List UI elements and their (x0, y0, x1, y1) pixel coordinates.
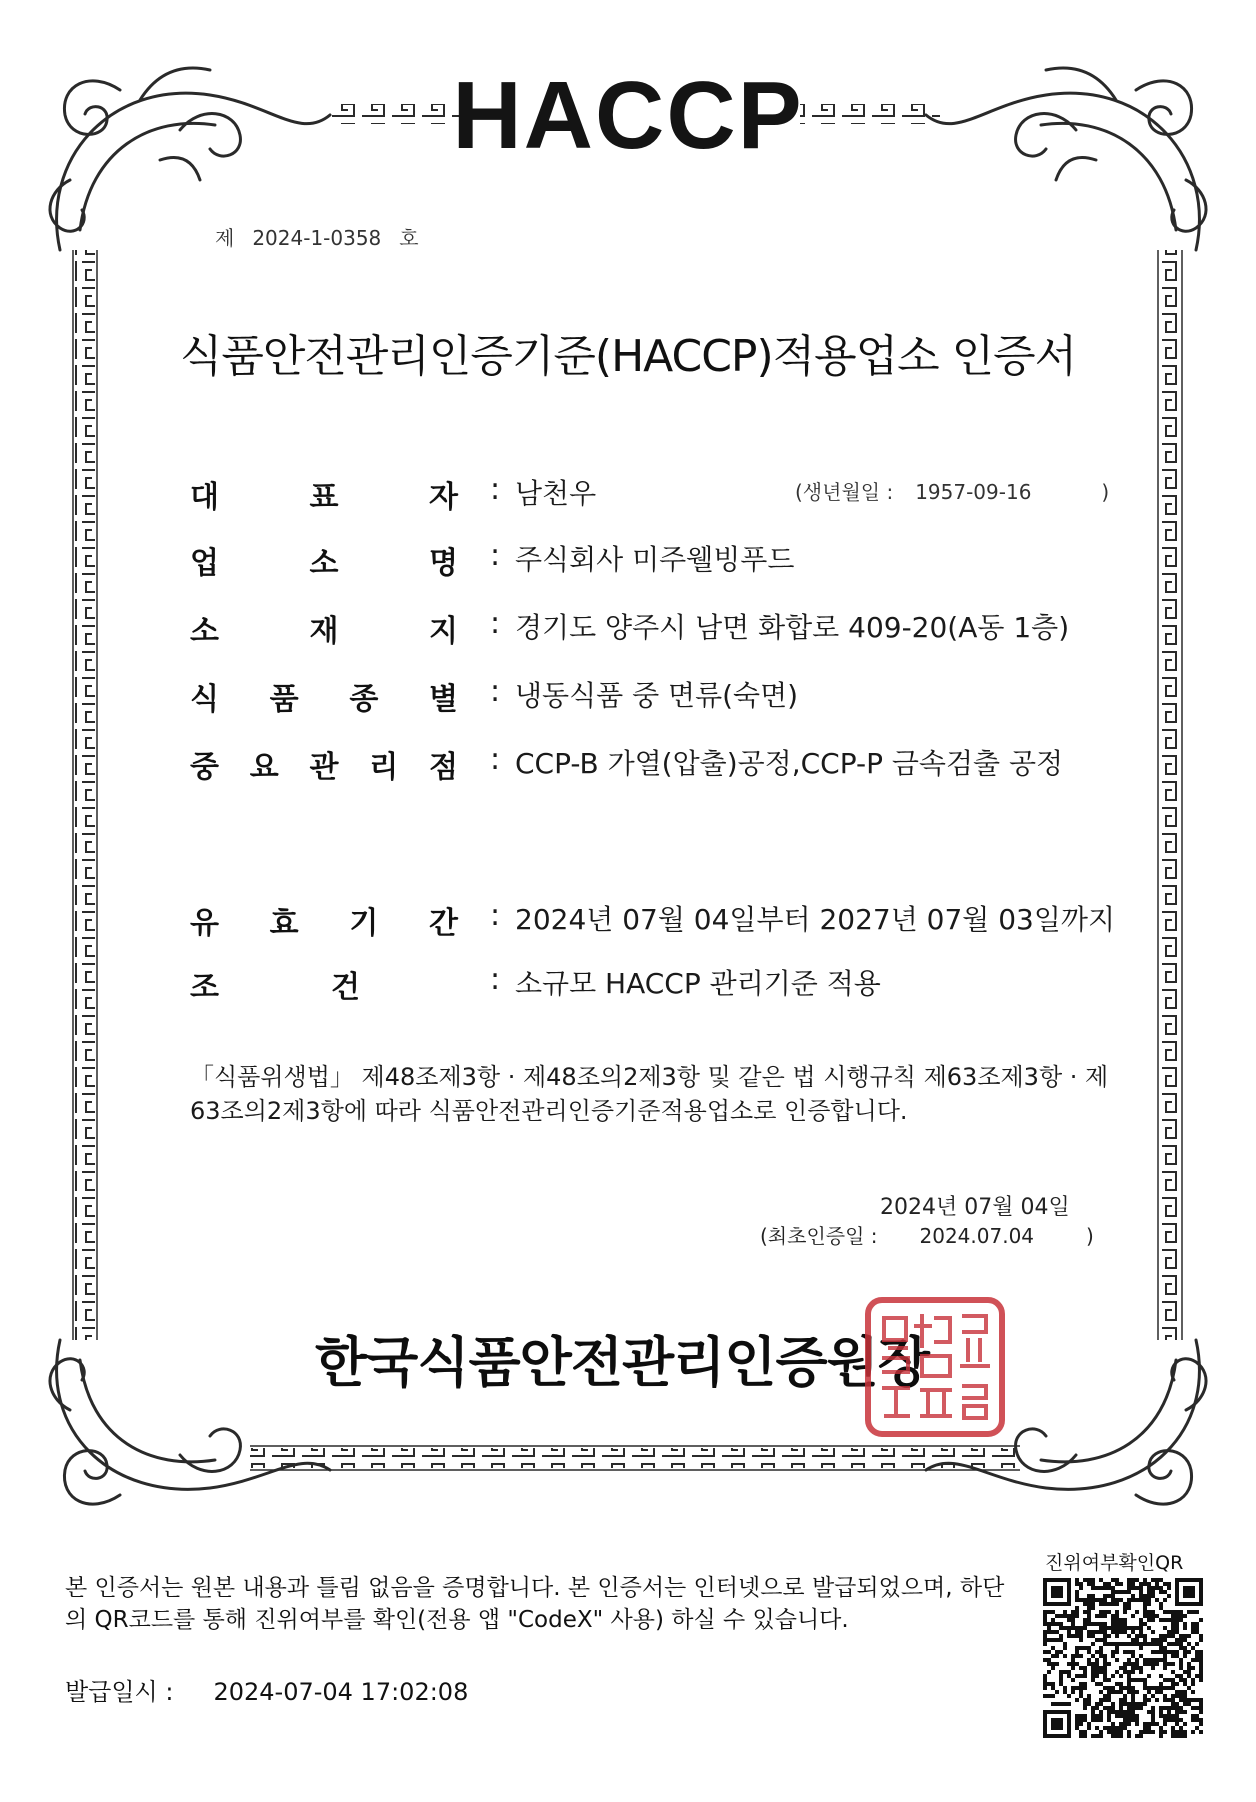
issue-date: 2024년 07월 04일 (880, 1195, 1070, 1220)
official-seal-stamp (860, 1292, 1010, 1442)
bottom-border-band (250, 1448, 1020, 1468)
field-label: 유 효 기 간 (190, 906, 458, 941)
qr-label: 진위여부확인QR (1045, 1552, 1184, 1574)
issued-datetime: 발급일시 : 2024-07-04 17:02:08 (65, 1678, 469, 1706)
field-value: 남천우 (515, 477, 597, 510)
corner-ornament-bottom-left (50, 1340, 330, 1504)
first-certification-date: (최초인증일 : 2024.07.04 ) (760, 1224, 1094, 1248)
field-condition: 조 건 : 소규모 HACCP 관리기준 적용 (190, 962, 881, 1005)
footer-notice: 본 인증서는 원본 내용과 틀림 없음을 증명합니다. 본 인증서는 인터넷으로 발급되었으며, 하단의 QR코드를 통해 진위여부를 확인(전용 앱 "CodeX" 사용) 하실 수 있습니다. (65, 1575, 1005, 1633)
verification-qr-code[interactable] (1043, 1578, 1203, 1738)
birth-date: (생년월일 : 1957-09-16 ) (795, 480, 1110, 504)
field-label: 조 건 (190, 970, 360, 1005)
field-value: 소규모 HACCP 관리기준 적용 (515, 967, 881, 1000)
right-border-band (1160, 250, 1180, 1340)
field-value: 2024년 07월 04일부터 2027년 07월 03일까지 (515, 903, 1116, 936)
certificate-title: 식품안전관리인증기준(HACCP)적용업소 인증서 (179, 331, 1077, 382)
field-label: 소 재 지 (190, 614, 458, 649)
field-validity-period: 유 효 기 간 : 2024년 07월 04일부터 2027년 07월 03일까지 (190, 898, 1116, 941)
field-value: 주식회사 미주웰빙푸드 (515, 543, 795, 576)
field-address: 소 재 지 : 경기도 양주시 남면 화합로 409-20(A동 1층) (190, 606, 1070, 649)
haccp-brand-heading: HACCP (452, 62, 804, 169)
field-label: 중 요 관 리 점 (190, 750, 458, 785)
field-food-type: 식 품 종 별 : 냉동식품 중 면류(숙면) (190, 674, 799, 717)
field-representative: 대 표 자 : 남천우 (생년월일 : 1957-09-16 ) (190, 472, 1110, 515)
field-value: 경기도 양주시 남면 화합로 409-20(A동 1층) (515, 611, 1070, 644)
field-value: CCP-B 가열(압출)공정,CCP-P 금속검출 공정 (515, 747, 1064, 780)
certification-statement: 「식품위생법」 제48조제3항 · 제48조의2제3항 및 같은 법 시행규칙 제63조제3항 · 제63조의2제3항에 따라 식품안전관리인증기준적용업소로 인증합니다. (190, 1063, 1109, 1125)
field-label: 식 품 종 별 (190, 682, 458, 717)
left-border-band (75, 250, 95, 1340)
certificate-number: 제 2024-1-0358 호 (215, 226, 419, 250)
field-value: 냉동식품 중 면류(숙면) (515, 679, 799, 712)
issuer-name: 한국식품안전관리인증원장 (315, 1331, 929, 1394)
field-business-name: 업 소 명 : 주식회사 미주웰빙푸드 (190, 538, 795, 581)
field-label: 대 표 자 (190, 480, 458, 515)
field-label: 업 소 명 (190, 546, 458, 581)
field-critical-control-point: 중 요 관 리 점 : CCP-B 가열(압출)공정,CCP-P 금속검출 공정 (190, 742, 1064, 785)
